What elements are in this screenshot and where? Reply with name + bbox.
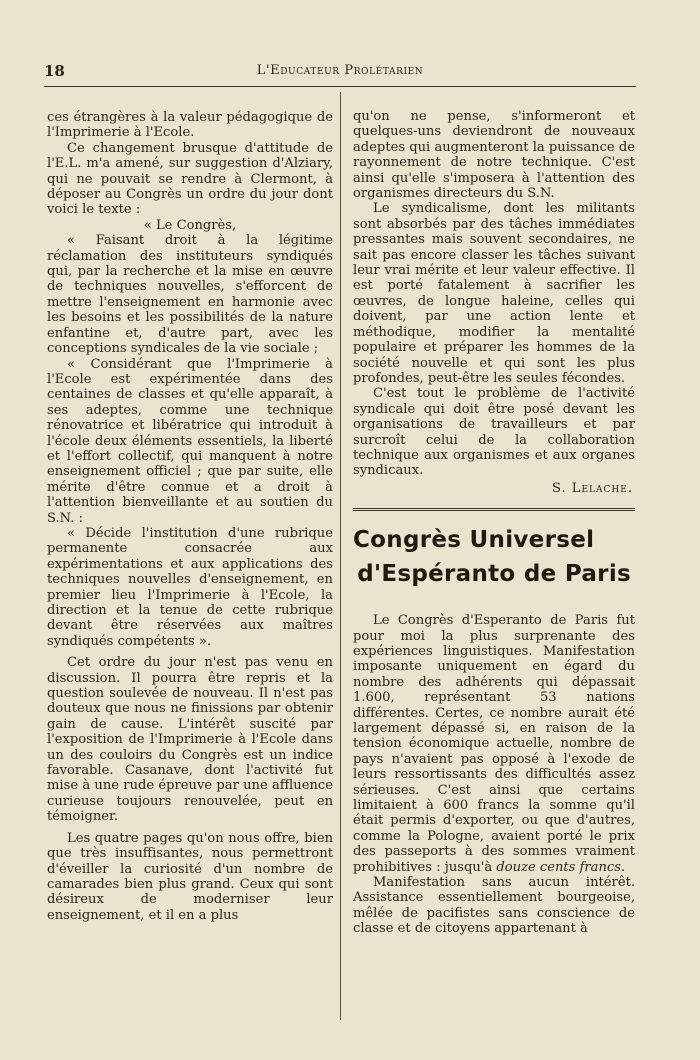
motion-heading: « Le Congrès,: [143, 217, 237, 233]
paragraph: Les quatre pages qu'on nous offre, bien que très insuffisantes, nous permettront d'éveiller la curiosité d'un nombre de camarades bien plus grand. Ceux qui sont désireux de moderniser leur enseignement, et il en a plus: [47, 830, 333, 923]
paragraph: « Considérant que l'Imprimerie à l'Ecole est expérimentée dans des centaines de classes et qu'elle apparaît, à ses adeptes, comme une technique rénovatrice et libératrice qui introduit à l'école deux éléments essentiels, la liberté et l'effort collectif, qui manquent à notre enseignement officiel ; que par suite, elle mérite d'être connue et a droit à l'attention bienveillante et au soutien du S.N. :: [47, 356, 333, 526]
column-divider: [340, 92, 341, 1020]
paragraph: qu'on ne pense, s'informeront et quelques-uns deviendront de nouveaux adeptes qui augmenteront la puissance de rayonnement de notre technique. C'est ainsi qu'elle s'imposera à l'attention des organismes directeurs du S.N.: [353, 109, 635, 202]
paragraph: [353, 613, 635, 875]
emphasis: douze cents francs: [496, 859, 621, 875]
paragraph: Ce changement brusque d'attitude de l'E.L. m'a amené, sur suggestion d'Alziary, qui ne pouvait se rendre à Clermont, à déposer au Congrès un ordre du jour dont voici le texte :: [47, 140, 333, 218]
right-column: [353, 109, 635, 937]
journal-title: L'Educateur Prolétarien: [256, 63, 424, 78]
paragraph: Le syndicalisme, dont les militants sont absorbés par des tâches immédiates pressantes mais souvent secondaires, ne sait pas encore classer les tâches suivant leur vrai mérite et leur valeur effective. Il est porté fatalement à sacrifier les œuvres, de longue haleine, celles qui doivent, par une action lente et méthodique, modifier la mentalité populaire et préparer les hommes de la société nouvelle et qui sont les plus profondes, peut-être les seules fécondes.: [353, 201, 635, 386]
paragraph-text: Le Congrès d'Esperanto de Paris fut pour moi la plus surprenante des expériences linguistiques. Manifestation imposante uniquement en égard du nombre des adhérents qui dépassait 1.600, représentant 53 nations différentes. Certes, ce nombre aurait été largement dépassé si, en raison de la tension économique actuelle, nombre de pays n'avaient pas opposé à l'exode de leurs ressortissants des difficultés assez sérieuses. C'est ainsi que certains limitaient à 600 francs la somme qu'il était permis d'exporter, ou que d'autres, comme la Pologne, avaient porté le prix des passeports à des sommes vraiment prohibitives : jusqu'à: [353, 613, 635, 875]
article-title-line2: d'Espéranto de Paris: [357, 561, 631, 588]
left-column: [47, 110, 333, 923]
section-divider: [353, 508, 635, 511]
paragraph: ces étrangères à la valeur pédagogique de l'Imprimerie à l'Ecole.: [47, 110, 333, 141]
paragraph: « Faisant droit à la légitime réclamation des instituteurs syndiqués qui, par la recherche et la mise en œuvre de techniques nouvelles, s'efforcent de mettre l'enseignement en harmonie avec les besoins et les possibilités de la nature enfantine et, d'autre part, avec les conceptions syndicales de la vie sociale ;: [47, 233, 333, 357]
author-signature: S. Lelache.: [551, 480, 633, 496]
page-number: 18: [44, 62, 65, 80]
paragraph-end: .: [620, 859, 626, 875]
paragraph: Manifestation sans aucun intérêt. Assistance essentiellement bourgeoise, mêlée de pacifistes sans conscience de classe et de citoyens appartenant à: [353, 875, 635, 937]
paragraph: Cet ordre du jour n'est pas venu en discussion. Il pourra être repris et la question soulevée de nouveau. Il n'est pas douteux que nous ne finissions par obtenir gain de cause. L'intérêt suscité par l'exposition de l'Imprimerie à l'Ecole dans un des couloirs du Congrès est un indice favorable. Casanave, dont l'activité fut mise à une rude épreuve par une affluence curieuse toujours renouvelée, peut en témoigner.: [47, 655, 333, 825]
article-title: [353, 523, 635, 591]
paragraph: « Décide l'institution d'une rubrique permanente consacrée aux expérimentations et aux applications des techniques nouvelles d'enseignement, en premier lieu l'Imprimerie à l'Ecole, la direction et la tenue de cette rubrique devant être réservées aux maîtres syndiqués compétents ».: [47, 525, 333, 649]
article-title-line1: Congrès Universel: [353, 527, 595, 554]
running-head: [44, 62, 636, 86]
paragraph: C'est tout le problème de l'activité syndicale qui doit être posé devant les organisations de travailleurs et par surcroît celui de la collaboration technique aux organismes et aux organes syndicaux.: [353, 386, 635, 479]
spacer: [353, 591, 635, 613]
header-rule: [44, 86, 636, 87]
